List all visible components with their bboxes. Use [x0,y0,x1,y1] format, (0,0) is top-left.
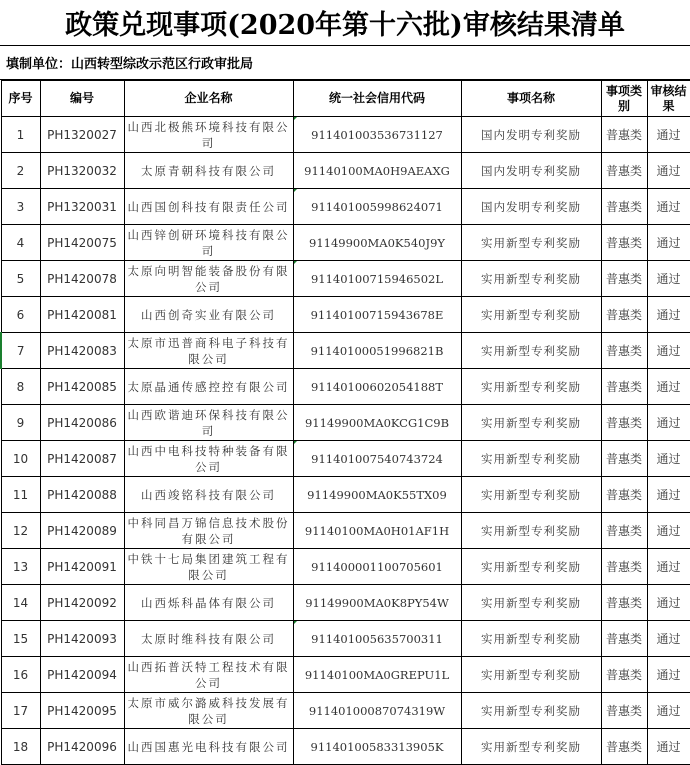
cell-code[interactable]: PH1320031 [40,189,124,225]
table-row [1,549,690,585]
cell-seq[interactable]: 12 [1,513,40,549]
header-company[interactable]: 企业名称 [124,81,293,117]
cell-category[interactable]: 普惠类 [601,729,647,765]
header-item[interactable]: 事项名称 [461,81,601,117]
cell-item[interactable]: 国内发明专利奖励 [461,189,601,225]
cell-category[interactable]: 普惠类 [601,369,647,405]
cell-result[interactable]: 通过 [647,117,690,153]
cell-seq[interactable]: 18 [1,729,40,765]
cell-seq[interactable]: 15 [1,621,40,657]
comment-indicator-icon [293,621,298,626]
table-row [1,441,690,477]
cell-category[interactable]: 普惠类 [601,297,647,333]
cell-item[interactable]: 实用新型专利奖励 [461,549,601,585]
cell-credit-code[interactable]: 91149900MA0KCG1C9B [293,405,461,441]
header-seq[interactable]: 序号 [1,81,40,117]
header-row [1,81,690,117]
table-row [1,693,690,729]
cell-item[interactable]: 实用新型专利奖励 [461,225,601,261]
cell-result[interactable]: 通过 [647,333,690,369]
comment-indicator-icon [293,189,298,194]
cell-category[interactable]: 普惠类 [601,549,647,585]
cell-item[interactable]: 实用新型专利奖励 [461,729,601,765]
comment-indicator-icon [293,261,298,266]
cell-category[interactable]: 普惠类 [601,189,647,225]
cell-item[interactable]: 实用新型专利奖励 [461,261,601,297]
header-credit-code[interactable]: 统一社会信用代码 [293,81,461,117]
cell-code[interactable]: PH1420086 [40,405,124,441]
cell-item[interactable]: 实用新型专利奖励 [461,441,601,477]
cell-company[interactable]: 山西国创科技有限责任公司 [124,189,293,225]
cell-company[interactable]: 山西欧谐迪环保科技有限公司 [124,405,293,441]
cell-credit-code[interactable]: 91140100MA0GREPU1L [293,657,461,693]
cell-item[interactable]: 实用新型专利奖励 [461,297,601,333]
cell-item[interactable]: 实用新型专利奖励 [461,621,601,657]
cell-seq[interactable]: 2 [1,153,40,189]
cell-category[interactable]: 普惠类 [601,117,647,153]
cell-credit-code[interactable]: 91140100602054188T [293,369,461,405]
cell-result[interactable]: 通过 [647,261,690,297]
cell-credit-code[interactable]: 91149900MA0K55TX09 [293,477,461,513]
cell-seq[interactable]: 3 [1,189,40,225]
table-row [1,729,690,765]
cell-code[interactable]: PH1320027 [40,117,124,153]
cell-code[interactable]: PH1420085 [40,369,124,405]
cell-result[interactable]: 通过 [647,441,690,477]
cell-company[interactable]: 中铁十七局集团建筑工程有限公司 [124,549,293,585]
cell-code[interactable]: PH1420083 [40,333,124,369]
cell-company[interactable]: 太原晶通传感控控有限公司 [124,369,293,405]
cell-item[interactable]: 国内发明专利奖励 [461,153,601,189]
cell-credit-code[interactable]: 911401007540743724 [293,441,461,477]
cell-result[interactable]: 通过 [647,585,690,621]
results-table [0,80,690,765]
cell-credit-code[interactable]: 911401005635700311 [293,621,461,657]
cell-credit-code[interactable]: 91140100051996821B [293,333,461,369]
cell-credit-code[interactable]: 91140100715946502L [293,261,461,297]
cell-code[interactable]: PH1420081 [40,297,124,333]
cell-category[interactable]: 普惠类 [601,477,647,513]
cell-company[interactable]: 太原市威尔潞威科技发展有限公司 [124,693,293,729]
cell-code[interactable]: PH1420096 [40,729,124,765]
cell-result[interactable]: 通过 [647,477,690,513]
cell-result[interactable]: 通过 [647,369,690,405]
cell-item[interactable]: 实用新型专利奖励 [461,693,601,729]
cell-credit-code[interactable]: 91140100715943678E [293,297,461,333]
cell-company[interactable]: 山西竣铭科技有限公司 [124,477,293,513]
cell-code[interactable]: PH1420089 [40,513,124,549]
cell-company[interactable]: 山西拓普沃特工程技术有限公司 [124,657,293,693]
comment-indicator-icon [293,117,298,122]
cell-company[interactable]: 山西北极熊环境科技有限公司 [124,117,293,153]
cell-seq[interactable]: 14 [1,585,40,621]
cell-seq[interactable]: 11 [1,477,40,513]
table-row [1,333,690,369]
header-code[interactable]: 编号 [40,81,124,117]
cell-company[interactable]: 山西国惠光电科技有限公司 [124,729,293,765]
cell-category[interactable]: 普惠类 [601,585,647,621]
cell-category[interactable]: 普惠类 [601,333,647,369]
cell-seq[interactable]: 16 [1,657,40,693]
cell-category[interactable]: 普惠类 [601,513,647,549]
cell-code[interactable]: PH1420078 [40,261,124,297]
cell-category[interactable]: 普惠类 [601,153,647,189]
cell-category[interactable]: 普惠类 [601,621,647,657]
cell-credit-code[interactable]: 91149900MA0K540J9Y [293,225,461,261]
cell-seq[interactable]: 4 [1,225,40,261]
cell-item[interactable]: 实用新型专利奖励 [461,405,601,441]
cell-seq[interactable]: 6 [1,297,40,333]
table-row [1,189,690,225]
cell-seq[interactable]: 8 [1,369,40,405]
table-row [1,513,690,549]
table-row [1,477,690,513]
cell-category[interactable]: 普惠类 [601,261,647,297]
filing-unit-line: 填制单位：山西转型综改示范区行政审批局 [0,46,690,80]
cell-seq[interactable]: 1 [1,117,40,153]
cell-result[interactable]: 通过 [647,657,690,693]
cell-code[interactable]: PH1420093 [40,621,124,657]
cell-result[interactable]: 通过 [647,297,690,333]
cell-seq[interactable]: 10 [1,441,40,477]
cell-category[interactable]: 普惠类 [601,441,647,477]
header-category[interactable]: 事项类别 [601,81,647,117]
cell-credit-code[interactable]: 911401003536731127 [293,117,461,153]
cell-company[interactable]: 山西锌创研环境科技有限公司 [124,225,293,261]
cell-category[interactable]: 普惠类 [601,405,647,441]
cell-credit-code[interactable]: 911401005998624071 [293,189,461,225]
cell-category[interactable]: 普惠类 [601,657,647,693]
cell-category[interactable]: 普惠类 [601,693,647,729]
cell-credit-code[interactable]: 91149900MA0K8PY54W [293,585,461,621]
cell-company[interactable]: 中科同昌万锦信息技术股份有限公司 [124,513,293,549]
cell-code[interactable]: PH1320032 [40,153,124,189]
cell-company[interactable]: 太原青朝科技有限公司 [124,153,293,189]
cell-code[interactable]: PH1420091 [40,549,124,585]
table-row [1,621,690,657]
cell-result[interactable]: 通过 [647,693,690,729]
table-row [1,153,690,189]
cell-code[interactable]: PH1420088 [40,477,124,513]
cell-credit-code[interactable]: 911400001100705601 [293,549,461,585]
cell-item[interactable]: 实用新型专利奖励 [461,477,601,513]
cell-item[interactable]: 国内发明专利奖励 [461,117,601,153]
table-row [1,369,690,405]
cell-code[interactable]: PH1420095 [40,693,124,729]
comment-indicator-icon [293,441,298,446]
cell-credit-code[interactable]: 91140100MA0H01AF1H [293,513,461,549]
table-row [1,657,690,693]
page-title: 政策兑现事项(2020年第十六批)审核结果清单 [0,0,690,46]
cell-code[interactable]: PH1420094 [40,657,124,693]
table-row [1,225,690,261]
table-row [1,405,690,441]
table-row [1,117,690,153]
cell-result[interactable]: 通过 [647,225,690,261]
cell-seq[interactable]: 17 [1,693,40,729]
cell-seq[interactable]: 13 [1,549,40,585]
cell-result[interactable]: 通过 [647,153,690,189]
cell-category[interactable]: 普惠类 [601,225,647,261]
table-row [1,261,690,297]
cell-item[interactable]: 实用新型专利奖励 [461,333,601,369]
table-body [1,117,690,765]
cell-result[interactable]: 通过 [647,549,690,585]
header-result[interactable]: 审核结果 [647,81,690,117]
cell-result[interactable]: 通过 [647,189,690,225]
cell-item[interactable]: 实用新型专利奖励 [461,513,601,549]
cell-credit-code[interactable]: 91140100MA0H9AEAXG [293,153,461,189]
cell-item[interactable]: 实用新型专利奖励 [461,585,601,621]
cell-company[interactable]: 山西烁科晶体有限公司 [124,585,293,621]
cell-code[interactable]: PH1420087 [40,441,124,477]
cell-seq[interactable]: 5 [1,261,40,297]
cell-code[interactable]: PH1420075 [40,225,124,261]
cell-code[interactable]: PH1420092 [40,585,124,621]
cell-seq[interactable]: 7 [1,333,40,369]
table-row [1,297,690,333]
cell-company[interactable]: 山西创奇实业有限公司 [124,297,293,333]
cell-item[interactable]: 实用新型专利奖励 [461,657,601,693]
cell-result[interactable]: 通过 [647,621,690,657]
cell-credit-code[interactable]: 91140100087074319W [293,693,461,729]
cell-credit-code[interactable]: 91140100583313905K [293,729,461,765]
cell-company[interactable]: 太原市迅普商科电子科技有限公司 [124,333,293,369]
cell-seq[interactable]: 9 [1,405,40,441]
cell-result[interactable]: 通过 [647,405,690,441]
cell-company[interactable]: 山西中电科技特种装备有限公司 [124,441,293,477]
cell-result[interactable]: 通过 [647,513,690,549]
cell-company[interactable]: 太原时维科技有限公司 [124,621,293,657]
cell-item[interactable]: 实用新型专利奖励 [461,369,601,405]
cell-result[interactable]: 通过 [647,729,690,765]
table-row [1,585,690,621]
cell-company[interactable]: 太原向明智能装备股份有限公司 [124,261,293,297]
